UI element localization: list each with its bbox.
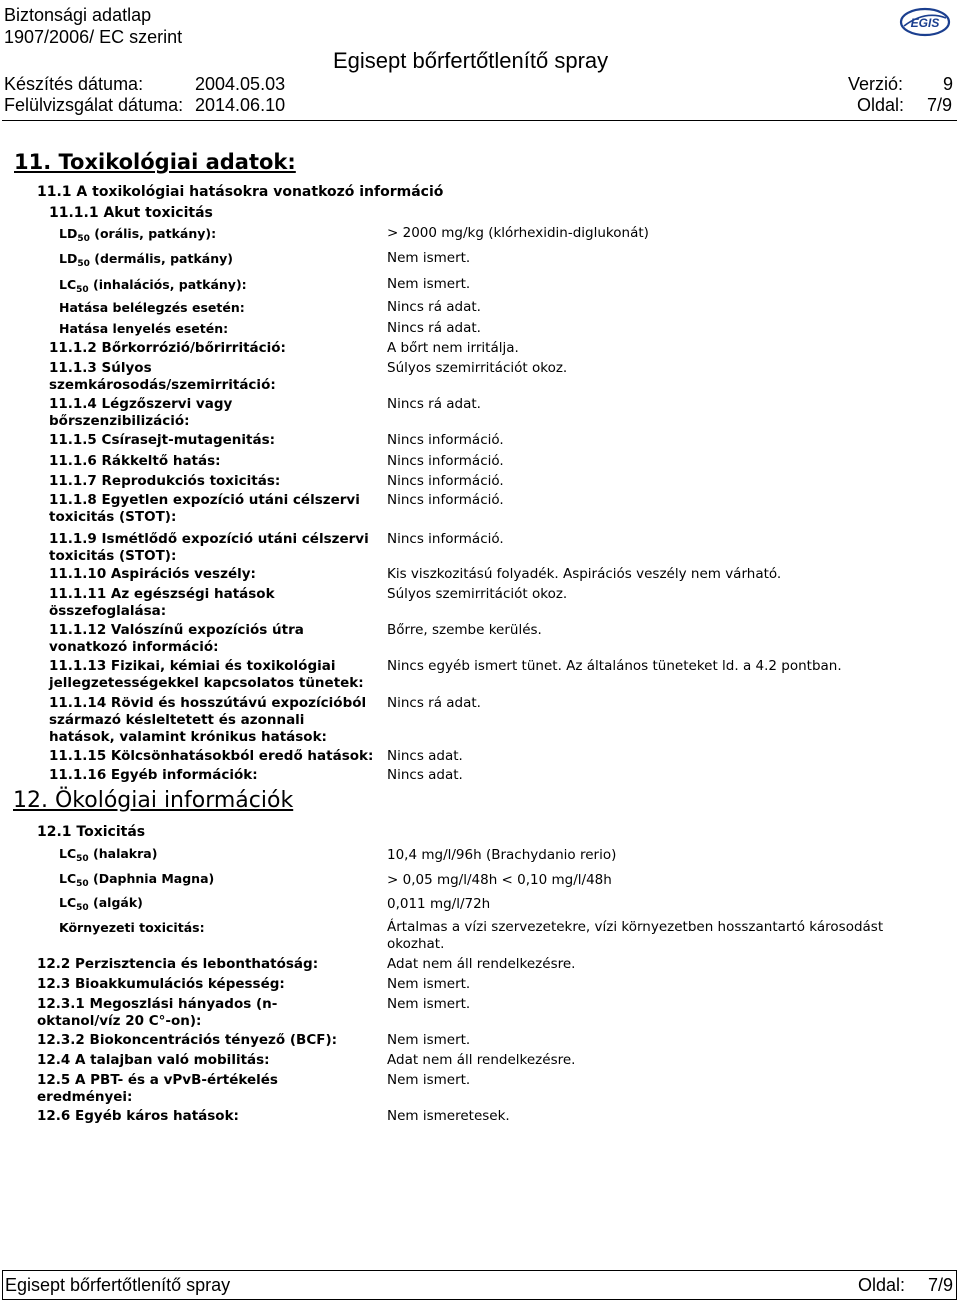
section-12-row-value: Nem ismeretesek. — [387, 1108, 510, 1124]
section-12-row-value: Adat nem áll rendelkezésre. — [387, 956, 576, 972]
label-suffix: (dermális, patkány) — [89, 251, 233, 266]
created-value: 2004.05.03 — [195, 74, 286, 94]
version-value: 9 — [943, 74, 954, 94]
label-suffix: (Daphnia Magna) — [88, 871, 215, 886]
label-suffix: (inhalációs, patkány): — [88, 277, 247, 292]
section-11-row-value: Súlyos szemirritációt okoz. — [387, 360, 568, 376]
label-subscript: 50 — [77, 234, 90, 244]
section-11-row-label: 11.1.6 Rákkeltő hatás: — [49, 453, 221, 469]
section-12-row-label: 12.4 A talajban való mobilitás: — [37, 1052, 270, 1068]
section-12-row-value: Nem ismert. — [387, 976, 471, 992]
acute-row-label — [59, 225, 216, 248]
acute-row-value: Nincs rá adat. — [387, 320, 481, 336]
acute-row-value: > 2000 mg/kg (klórhexidin-diglukonát) — [387, 225, 649, 241]
page-value: 7/9 — [927, 95, 953, 115]
toxicity-row-value: 0,011 mg/l/72h — [387, 896, 491, 912]
section-11-row-label: 11.1.7 Reprodukciós toxicitás: — [49, 473, 281, 489]
toxicity-row-value: Ártalmas a vízi szervezetekre, vízi környezetben hosszantartó károsodást okozhat. — [387, 919, 884, 952]
version-label: Verzió: — [848, 74, 904, 94]
section-12-row-value: Nem ismert. — [387, 1032, 471, 1048]
doc-type: Biztonsági adatlap — [4, 5, 152, 25]
section-11-row-label: 11.1.15 Kölcsönhatásokból eredő hatások: — [49, 748, 374, 764]
section-11-row-label: 11.1.9 Ismétlődő expozíció utáni célszervi toxicitás (STOT): — [49, 531, 369, 564]
subsection-11-1-1: 11.1.1 Akut toxicitás — [49, 205, 213, 221]
label-subscript: 50 — [76, 854, 89, 864]
section-11-row-value: Nincs információ. — [387, 473, 504, 489]
section-12-row-label: 12.3 Bioakkumulációs képesség: — [37, 976, 285, 992]
section-11-row-value: Kis viszkozitású folyadék. Aspirációs veszély nem várható. — [387, 566, 782, 582]
label-prefix: LC — [59, 895, 77, 910]
section-11-row-value: Nincs adat. — [387, 748, 463, 764]
subsection-12-1: 12.1 Toxicitás — [37, 824, 146, 840]
section-12-row-value: Adat nem áll rendelkezésre. — [387, 1052, 576, 1068]
section-11-row-value: A bőrt nem irritálja. — [387, 340, 519, 356]
acute-row-label: Hatása belélegzés esetén: — [59, 300, 245, 315]
section-11-row-value: Nincs rá adat. — [387, 396, 481, 412]
section-11-row-value: Nincs adat. — [387, 767, 463, 783]
label-subscript: 50 — [77, 259, 90, 269]
section-11-row-label: 11.1.13 Fizikai, kémiai és toxikológiai jellegzetességekkel kapcsolatos tünetek: — [49, 658, 364, 691]
section-11-title: 11. Toxikológiai adatok: — [14, 150, 296, 174]
section-11-row-value: Súlyos szemirritációt okoz. — [387, 586, 568, 602]
logo-text: EGIS — [910, 16, 940, 30]
section-11-row-value: Nincs információ. — [387, 531, 504, 547]
regulation: 1907/2006/ EC szerint — [4, 27, 183, 47]
page-footer — [2, 1270, 957, 1300]
section-11-row-value: Nincs rá adat. — [387, 695, 481, 711]
page-label: Oldal: — [857, 95, 905, 115]
section-11-row-label: 11.1.16 Egyéb információk: — [49, 767, 258, 783]
label-suffix: (orális, patkány): — [89, 226, 217, 241]
footer-page-value: 7/9 — [928, 1275, 954, 1295]
acute-row-value: Nem ismert. — [387, 276, 471, 292]
toxicity-row-label — [59, 870, 214, 893]
section-11-row-label: 11.1.2 Bőrkorrózió/bőrirritáció: — [49, 340, 286, 356]
toxicity-row-value: > 0,05 mg/l/48h < 0,10 mg/l/48h — [387, 872, 612, 888]
subsection-11-1: 11.1 A toxikológiai hatásokra vonatkozó információ — [37, 184, 444, 200]
section-11-row-value: Nincs információ. — [387, 453, 504, 469]
label-prefix: LC — [59, 277, 77, 292]
label-subscript: 50 — [76, 903, 89, 913]
acute-row-value: Nincs rá adat. — [387, 299, 481, 315]
section-12-row-label: 12.5 A PBT- és a vPvB-értékelés eredményei: — [37, 1072, 278, 1105]
footer-page-label: Oldal: — [858, 1275, 906, 1295]
section-11-row-value: Nincs információ. — [387, 492, 504, 508]
label-subscript: 50 — [76, 879, 89, 889]
revised-label: Felülvizsgálat dátuma: — [4, 95, 184, 115]
section-12-row-value: Nem ismert. — [387, 996, 471, 1012]
section-11-row-label: 11.1.3 Súlyos szemkárosodás/szemirritáció: — [49, 360, 276, 393]
acute-row-label — [59, 276, 247, 299]
acute-row-label: Hatása lenyelés esetén: — [59, 321, 229, 336]
header-divider — [2, 120, 957, 121]
revised-value: 2014.06.10 — [195, 95, 286, 115]
section-12-row-label: 12.3.1 Megoszlási hányados (n- oktanol/víz 20 C°-on): — [37, 996, 278, 1029]
toxicity-row-label: Környezeti toxicitás: — [59, 920, 205, 935]
acute-row-label — [59, 250, 233, 273]
section-11-row-label: 11.1.4 Légzőszervi vagy bőrszenzibilizáció: — [49, 396, 233, 429]
section-12-row-label: 12.6 Egyéb káros hatások: — [37, 1108, 239, 1124]
label-prefix: LC — [59, 871, 77, 886]
label-prefix: LC — [59, 846, 77, 861]
section-12-title: 12. Ökológiai információk — [13, 788, 294, 813]
acute-row-value: Nem ismert. — [387, 250, 471, 266]
section-11-row-label: 11.1.8 Egyetlen expozíció utáni célszervi toxicitás (STOT): — [49, 492, 360, 525]
section-11-row-label: 11.1.10 Aspirációs veszély: — [49, 566, 256, 582]
section-11-row-value: Nincs információ. — [387, 432, 504, 448]
egis-logo-icon — [898, 6, 952, 38]
section-11-row-value: Bőrre, szembe kerülés. — [387, 622, 542, 638]
label-prefix: LD — [59, 251, 78, 266]
section-11-row-label: 11.1.5 Csírasejt-mutagenitás: — [49, 432, 276, 448]
section-12-row-label: 12.3.2 Biokoncentrációs tényező (BCF): — [37, 1032, 338, 1048]
section-11-row-value: Nincs egyéb ismert tünet. Az általános tüneteket ld. a 4.2 pontban. — [387, 658, 842, 674]
section-11-row-label: 11.1.12 Valószínű expozíciós útra vonatkozó információ: — [49, 622, 304, 655]
product-title: Egisept bőrfertőtlenítő spray — [333, 48, 609, 73]
footer-product: Egisept bőrfertőtlenítő spray — [5, 1275, 231, 1295]
section-11-row-label: 11.1.11 Az egészségi hatások összefoglalása: — [49, 586, 275, 619]
created-label: Készítés dátuma: — [4, 74, 144, 94]
toxicity-row-label — [59, 894, 143, 917]
toxicity-row-value: 10,4 mg/l/96h (Brachydanio rerio) — [387, 847, 617, 863]
label-prefix: LD — [59, 226, 78, 241]
label-suffix: (algák) — [88, 895, 143, 910]
label-suffix: (halakra) — [88, 846, 158, 861]
section-12-row-value: Nem ismert. — [387, 1072, 471, 1088]
label-subscript: 50 — [76, 285, 89, 295]
section-11-row-label: 11.1.14 Rövid és hosszútávú expozícióból származó késleltetett és azonnali hatások, valamint krónikus hatások: — [49, 695, 367, 745]
section-12-row-label: 12.2 Perzisztencia és lebonthatóság: — [37, 956, 319, 972]
toxicity-row-label — [59, 845, 157, 868]
